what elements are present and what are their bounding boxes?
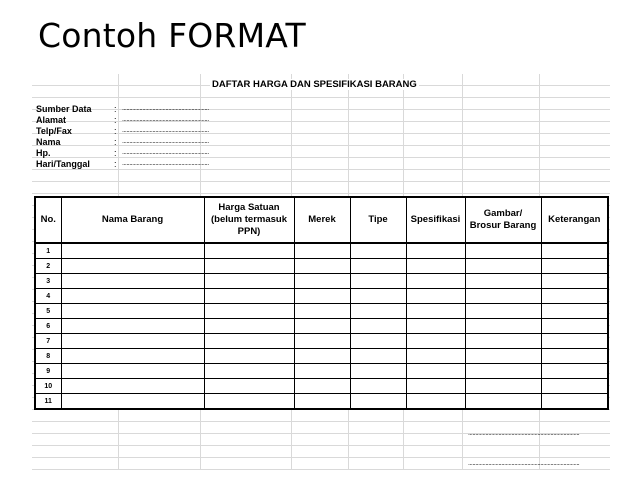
sheet-title: DAFTAR HARGA DAN SPESIFIKASI BARANG (212, 79, 417, 90)
table-cell[interactable] (541, 364, 608, 379)
table-cell[interactable] (204, 319, 294, 334)
signature-line: ............................................................................. (468, 430, 580, 437)
header-keterangan: Keterangan (541, 197, 608, 243)
table-cell[interactable] (61, 304, 204, 319)
meta-value: ............................................................ (122, 160, 209, 167)
table-cell[interactable] (294, 379, 350, 394)
table-cell[interactable] (350, 379, 406, 394)
table-cell[interactable] (465, 259, 541, 274)
header-harga-satuan (204, 197, 294, 243)
table-cell[interactable] (465, 274, 541, 289)
row-number: 6 (35, 319, 61, 334)
header-spesifikasi: Spesifikasi (406, 197, 465, 243)
row-number: 8 (35, 349, 61, 364)
row-number: 7 (35, 334, 61, 349)
header-merek: Merek (294, 197, 350, 243)
row-number: 10 (35, 379, 61, 394)
row-number: 9 (35, 364, 61, 379)
table-cell[interactable] (406, 334, 465, 349)
table-cell[interactable] (204, 304, 294, 319)
table-row (35, 274, 608, 289)
table-cell[interactable] (294, 243, 350, 259)
table-cell[interactable] (61, 243, 204, 259)
meta-label: Hp. (36, 148, 51, 158)
meta-label: Telp/Fax (36, 126, 72, 136)
table-cell[interactable] (465, 364, 541, 379)
row-number: 4 (35, 289, 61, 304)
meta-value: ............................................................ (122, 149, 209, 156)
table-cell[interactable] (541, 349, 608, 364)
table-cell[interactable] (350, 289, 406, 304)
row-number: 3 (35, 274, 61, 289)
table-cell[interactable] (541, 334, 608, 349)
table-cell[interactable] (350, 334, 406, 349)
table-cell[interactable] (541, 304, 608, 319)
header-gambar-line: Gambar/ (483, 208, 523, 219)
row-number: 2 (35, 259, 61, 274)
table-cell[interactable] (204, 289, 294, 304)
table-row (35, 349, 608, 364)
meta-colon: : (114, 159, 117, 169)
table-cell[interactable] (465, 349, 541, 364)
header-gambar-line: Brosur Barang (469, 220, 537, 231)
table-cell[interactable] (204, 379, 294, 394)
row-number: 11 (35, 394, 61, 410)
table-cell[interactable] (406, 243, 465, 259)
table-row (35, 259, 608, 274)
table-cell[interactable] (465, 243, 541, 259)
meta-row-alamat (34, 115, 234, 126)
table-cell[interactable] (61, 364, 204, 379)
table-cell[interactable] (61, 289, 204, 304)
table-cell[interactable] (204, 243, 294, 259)
table-row (35, 319, 608, 334)
table-cell[interactable] (350, 319, 406, 334)
table-cell[interactable] (204, 394, 294, 410)
meta-row-hp (34, 148, 234, 159)
table-cell[interactable] (350, 394, 406, 410)
table-cell[interactable] (204, 334, 294, 349)
table-cell[interactable] (350, 259, 406, 274)
table-header-row (35, 197, 608, 243)
header-harga-line: (belum termasuk (210, 214, 288, 225)
table-cell[interactable] (541, 259, 608, 274)
table-cell[interactable] (406, 289, 465, 304)
table-cell[interactable] (61, 394, 204, 410)
table-cell[interactable] (541, 319, 608, 334)
meta-label: Hari/Tanggal (36, 159, 90, 169)
table-cell[interactable] (465, 334, 541, 349)
table-row (35, 304, 608, 319)
table-cell[interactable] (406, 364, 465, 379)
table-cell[interactable] (61, 319, 204, 334)
header-harga-line: Harga Satuan (218, 202, 280, 213)
table-cell[interactable] (406, 319, 465, 334)
table-cell[interactable] (465, 289, 541, 304)
meta-label: Sumber Data (36, 104, 92, 114)
meta-row-nama (34, 137, 234, 148)
table-cell[interactable] (465, 394, 541, 410)
price-table (34, 196, 609, 410)
table-cell[interactable] (541, 289, 608, 304)
table-cell[interactable] (294, 304, 350, 319)
table-cell[interactable] (204, 349, 294, 364)
table-cell[interactable] (465, 304, 541, 319)
table-cell[interactable] (294, 289, 350, 304)
meta-colon: : (114, 126, 117, 136)
meta-colon: : (114, 148, 117, 158)
meta-label: Nama (36, 137, 61, 147)
table-cell[interactable] (541, 274, 608, 289)
table-cell[interactable] (541, 243, 608, 259)
meta-row-hari-tanggal (34, 159, 234, 170)
table-cell[interactable] (406, 394, 465, 410)
meta-value: ............................................................ (122, 127, 209, 134)
meta-row-telp-fax (34, 126, 234, 137)
spreadsheet (32, 74, 610, 470)
table-cell[interactable] (204, 364, 294, 379)
row-number: 5 (35, 304, 61, 319)
meta-colon: : (114, 115, 117, 125)
meta-value: ............................................................ (122, 105, 209, 112)
table-cell[interactable] (61, 379, 204, 394)
table-cell[interactable] (294, 394, 350, 410)
row-number: 1 (35, 243, 61, 259)
table-row (35, 334, 608, 349)
table-cell[interactable] (61, 259, 204, 274)
table-cell[interactable] (61, 349, 204, 364)
table-cell[interactable] (465, 379, 541, 394)
meta-value: ............................................................ (122, 116, 209, 123)
table-cell[interactable] (541, 394, 608, 410)
table-cell[interactable] (294, 349, 350, 364)
header-harga-line: PPN) (237, 226, 261, 237)
header-no: No. (35, 197, 61, 243)
signature-line: ............................................................................. (468, 460, 580, 467)
meta-row-sumber-data (34, 104, 234, 115)
table-row (35, 394, 608, 410)
table-row (35, 379, 608, 394)
table-cell[interactable] (350, 304, 406, 319)
table-cell[interactable] (294, 364, 350, 379)
table-cell[interactable] (541, 379, 608, 394)
table-cell[interactable] (294, 259, 350, 274)
meta-value: ............................................................ (122, 138, 209, 145)
table-cell[interactable] (406, 379, 465, 394)
table-cell[interactable] (294, 319, 350, 334)
header-gambar-brosur (465, 197, 541, 243)
table-cell[interactable] (406, 304, 465, 319)
header-tipe: Tipe (350, 197, 406, 243)
header-nama-barang: Nama Barang (61, 197, 204, 243)
meta-colon: : (114, 137, 117, 147)
table-cell[interactable] (61, 334, 204, 349)
table-cell[interactable] (204, 259, 294, 274)
table-row (35, 243, 608, 259)
table-cell[interactable] (204, 274, 294, 289)
table-cell[interactable] (350, 364, 406, 379)
table-cell[interactable] (406, 274, 465, 289)
table-cell[interactable] (294, 274, 350, 289)
table-row (35, 364, 608, 379)
table-cell[interactable] (61, 274, 204, 289)
table-body (35, 243, 608, 409)
slide-title: Contoh FORMAT (38, 16, 306, 55)
table-cell[interactable] (350, 243, 406, 259)
meta-label: Alamat (36, 115, 67, 125)
source-info (34, 104, 234, 170)
table-row (35, 289, 608, 304)
table-cell[interactable] (406, 259, 465, 274)
meta-colon: : (114, 104, 117, 114)
table-cell[interactable] (294, 334, 350, 349)
table-cell[interactable] (406, 349, 465, 364)
table-cell[interactable] (465, 319, 541, 334)
table-cell[interactable] (350, 349, 406, 364)
table-cell[interactable] (350, 274, 406, 289)
